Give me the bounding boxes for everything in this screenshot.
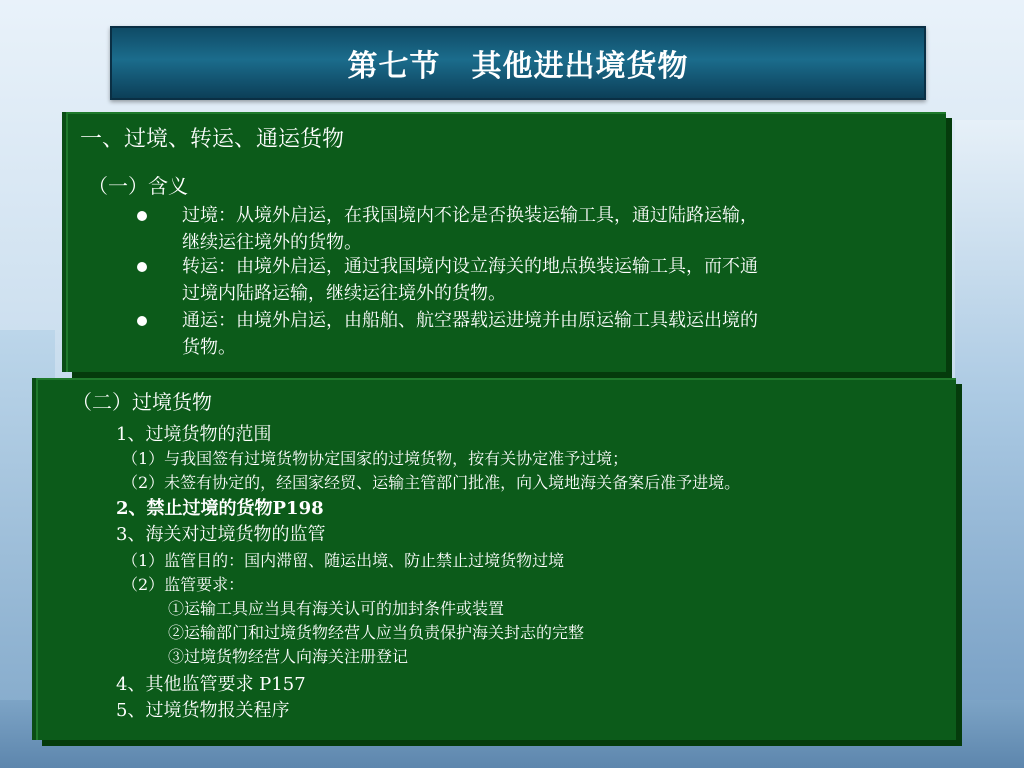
item-4-heading: 4、其他监管要求 P157 [116, 674, 306, 695]
bullet-2-line-1: 转运：由境外启运，通过我国境内设立海关的地点换装运输工具，而不通 [182, 256, 758, 277]
background-right-bar [955, 120, 1024, 768]
requirement-2: ②运输部门和过境货物经营人应当负责保护海关封志的完整 [168, 623, 585, 642]
requirement-1: ①运输工具应当具有海关认可的加封条件或装置 [168, 599, 505, 618]
bullet-1-line-2: 继续运往境外的货物。 [182, 232, 362, 253]
requirement-3: ③过境货物经营人向海关注册登记 [168, 647, 409, 666]
item-3-point-1: （1）监管目的：国内滞留、随运出境、防止禁止过境货物过境 [122, 551, 565, 570]
bullet-3-line-1: 通运：由境外启运，由船舶、航空器载运进境并由原运输工具载运出境的 [182, 310, 758, 331]
bullet-icon [137, 262, 147, 272]
bullet-icon [137, 316, 147, 326]
item-3-point-2: （2）监管要求： [122, 575, 245, 594]
panel-transit-goods [36, 378, 956, 740]
slide-title: 第七节 其他进出境货物 [347, 49, 689, 84]
bullet-icon [137, 211, 147, 221]
slide-title-bar [110, 26, 926, 100]
item-1-heading: 1、过境货物的范围 [116, 424, 272, 445]
item-5-heading: 5、过境货物报关程序 [116, 700, 290, 721]
bullet-1-line-1: 过境：从境外启运，在我国境内不论是否换装运输工具，通过陆路运输， [182, 205, 758, 226]
item-2-heading: 2、禁止过境的货物P198 [116, 498, 324, 519]
item-1-point-1: （1）与我国签有过境货物协定国家的过境货物，按有关协定准予过境； [122, 449, 629, 468]
bullet-2-line-2: 过境内陆路运输，继续运往境外的货物。 [182, 283, 506, 304]
section2-heading: （二）过境货物 [72, 390, 212, 414]
item-1-point-2: （2）未签有协定的，经国家经贸、运输主管部门批准，向入境地海关备案后准予进境。 [122, 473, 741, 492]
item-3-heading: 3、海关对过境货物的监管 [116, 524, 326, 545]
bullet-3-line-2: 货物。 [182, 337, 236, 358]
section1-heading: 一、过境、转运、通运货物 [80, 127, 345, 152]
panel-definitions [66, 112, 946, 372]
section1-subheading: （一）含义 [88, 174, 188, 198]
